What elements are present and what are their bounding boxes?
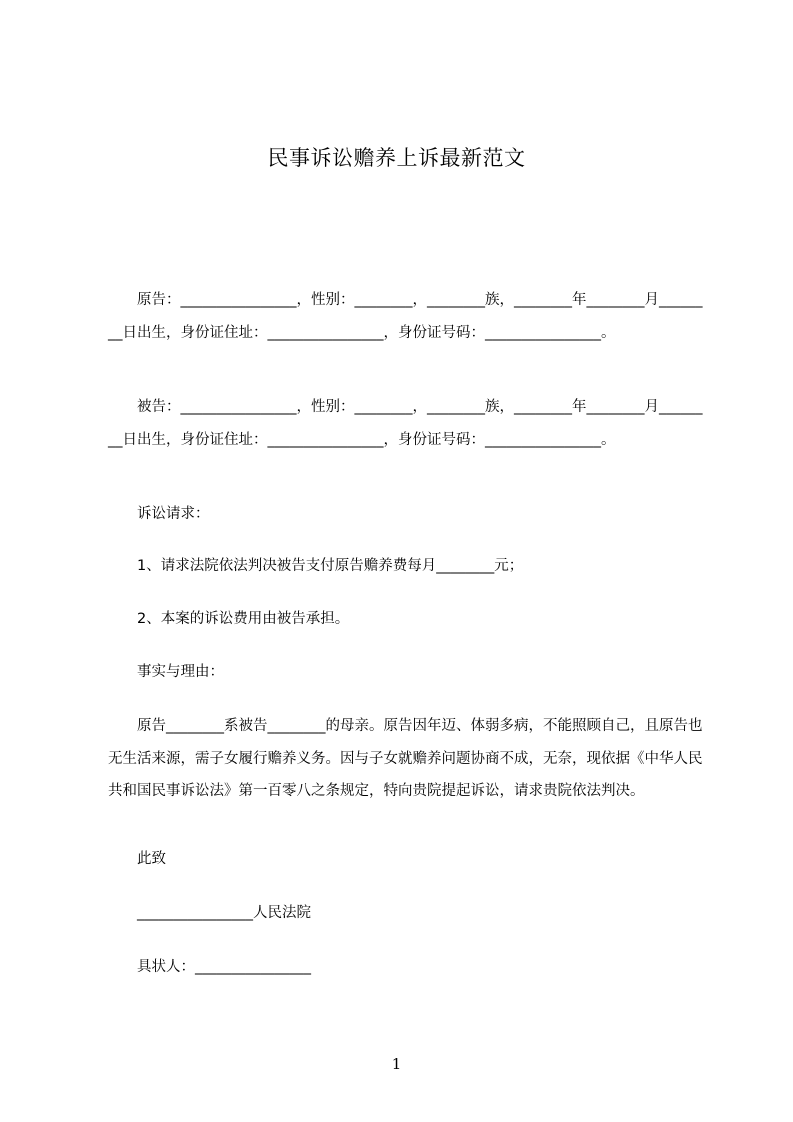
plaintiff-info: 原告：________________，性别：________，________族，________年________月________日出生，身份证住址：________________，身份证号码：________________。 <box>108 292 703 341</box>
document-title: 民事诉讼赡养上诉最新范文 <box>267 146 526 170</box>
defendant-info: 被告：________________，性别：________，________族，________年________月________日出生，身份证住址：________________，身份证号码：________________。 <box>108 399 703 448</box>
signature-line: 具状人：________________ <box>137 959 311 975</box>
facts-body: 原告________系被告________的母亲。原告因年迈、体弱多病，不能照顾自己，且原告也无生活来源，需子女履行赡养义务。因与子女就赡养问题协商不成，无奈，现依据《中华人民共和国民事诉讼法》第一百零八之条规定，特向贵院提起诉讼，请求贵院依法判决。 <box>108 718 703 799</box>
court-name-line: ________________人民法院 <box>137 905 311 921</box>
closing-salutation: 此致 <box>137 851 166 867</box>
page-number: 1 <box>391 1055 402 1073</box>
claim-item-2: 2、本案的诉讼费用由被告承担。 <box>137 611 350 627</box>
facts-heading: 事实与理由： <box>137 664 224 680</box>
claim-item-1: 1、请求法院依法判决被告支付原告赡养费每月________元； <box>137 558 524 574</box>
claims-heading: 诉讼请求： <box>137 506 210 522</box>
